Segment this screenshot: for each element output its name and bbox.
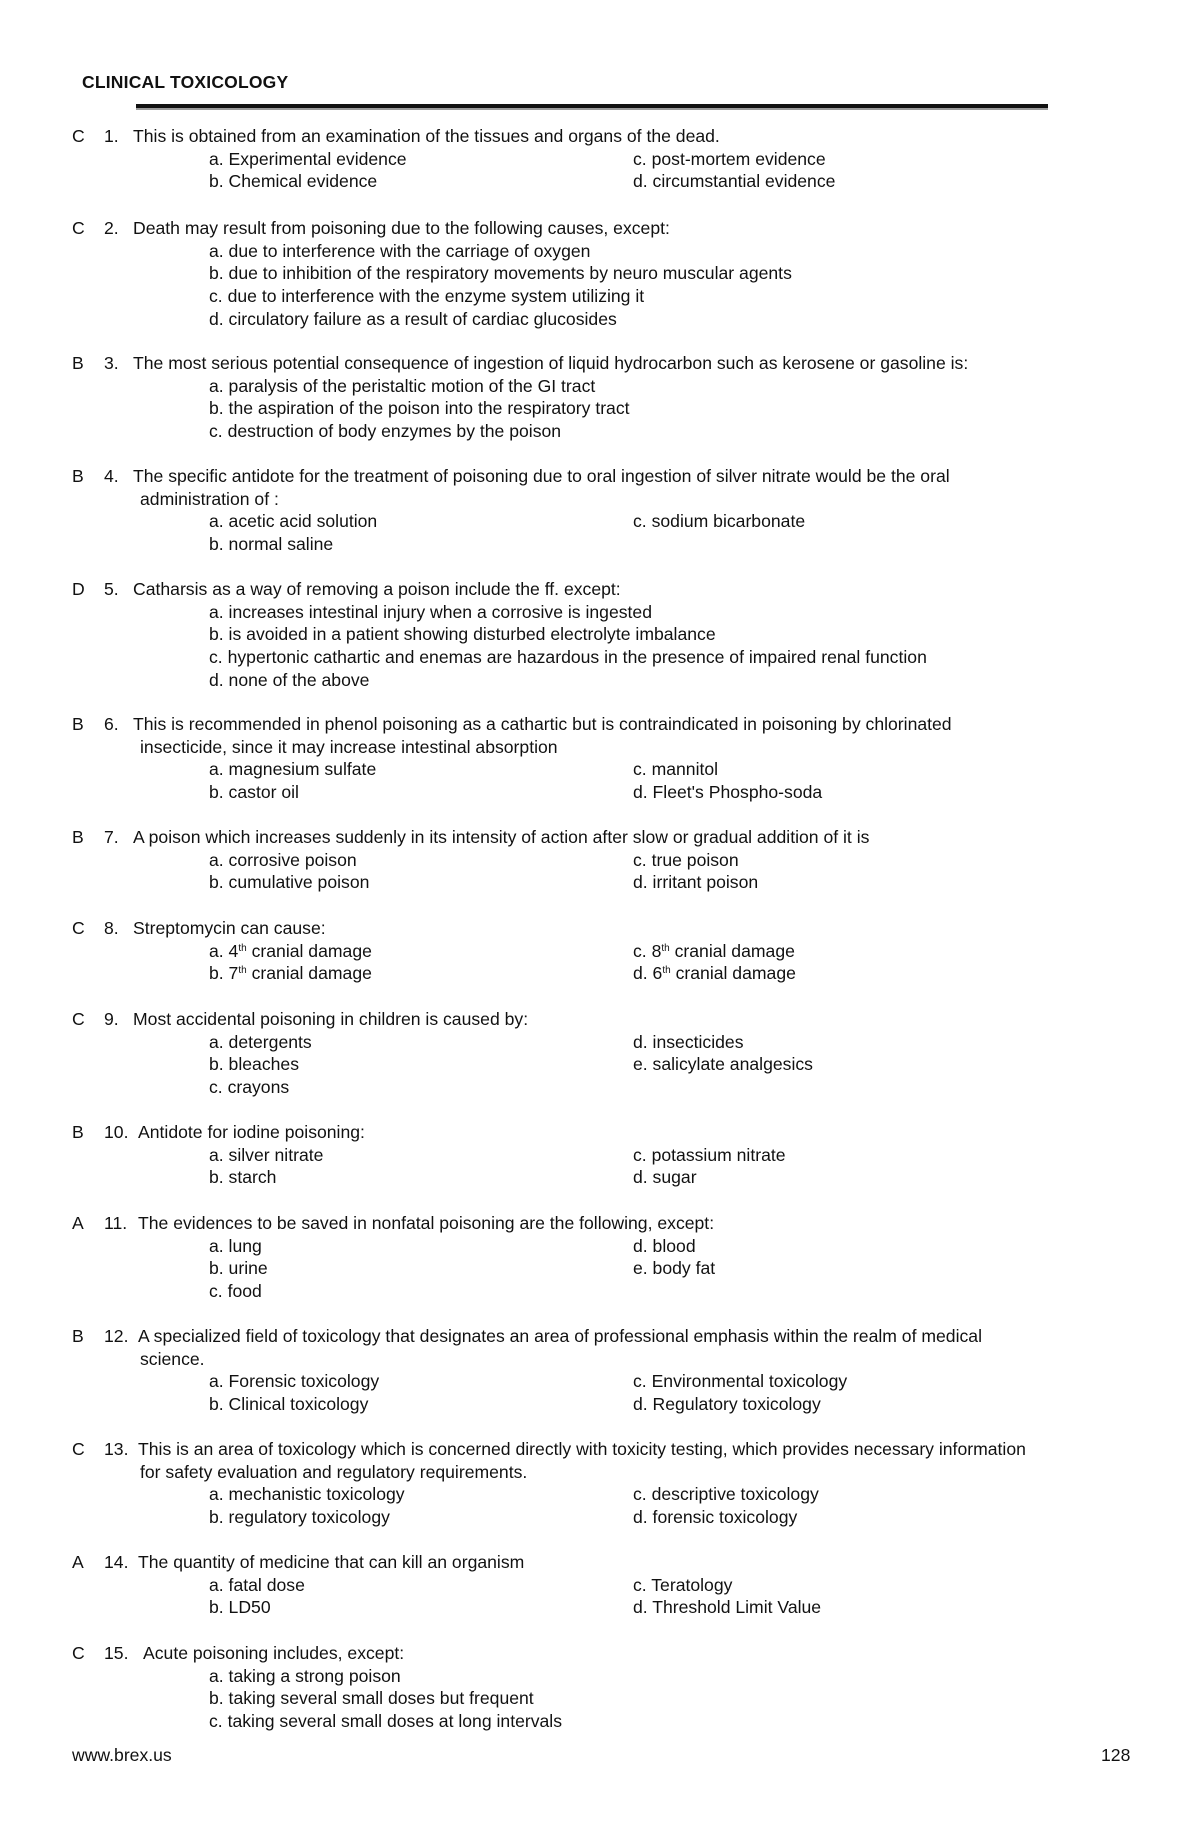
option-row (0, 1506, 1200, 1529)
question-8 (0, 917, 1200, 985)
answer-key: C (72, 918, 85, 938)
answer-option: b. taking several small doses but frequent (209, 1688, 534, 1709)
option-row (0, 397, 1200, 420)
question-7 (0, 826, 1200, 894)
answer-key: B (72, 353, 84, 373)
question-text: Antidote for iodine poisoning: (138, 1122, 365, 1142)
question-text: The quantity of medicine that can kill an organism (138, 1552, 525, 1572)
answer-key: B (72, 827, 84, 847)
answer-key: B (72, 466, 84, 486)
answer-option: b. due to inhibition of the respiratory movements by neuro muscular agents (209, 263, 792, 284)
question-number: 8. (104, 918, 119, 938)
option-row (0, 781, 1200, 804)
option-row (0, 262, 1200, 285)
option-row (0, 1235, 1200, 1258)
answer-option: a. magnesium sulfate (209, 759, 377, 780)
answer-option: e. body fat (633, 1258, 716, 1279)
answer-option: d. Fleet's Phospho-soda (633, 782, 823, 803)
answer-option: b. the aspiration of the poison into the respiratory tract (209, 398, 630, 419)
answer-option: d. none of the above (209, 669, 370, 690)
answer-option: a. taking a strong poison (209, 1665, 401, 1686)
answer-option: d. Threshold Limit Value (633, 1597, 822, 1618)
option-row (0, 533, 1200, 556)
question-6 (0, 713, 1200, 804)
question-text-continued: administration of : (140, 488, 279, 509)
answer-option: b. normal saline (209, 534, 334, 555)
question-4 (0, 465, 1200, 556)
answer-option: c. due to interference with the enzyme system utilizing it (209, 286, 645, 307)
option-row (0, 1574, 1200, 1597)
question-number: 6. (104, 714, 119, 734)
option-row (0, 962, 1200, 985)
question-5 (0, 578, 1200, 691)
footer-page-number: 128 (1101, 1745, 1131, 1765)
option-row (0, 669, 1200, 692)
answer-option: d. circulatory failure as a result of cardiac glucosides (209, 308, 617, 329)
option-text: cranial damage (246, 963, 372, 984)
question-number: 4. (104, 466, 119, 486)
question-number: 5. (104, 579, 119, 599)
answer-option: b. Clinical toxicology (209, 1394, 369, 1415)
question-number: 15. (104, 1643, 129, 1663)
answer-option: d. forensic toxicology (633, 1507, 798, 1528)
answer-key: A (72, 1213, 84, 1233)
question-number: 11. (104, 1213, 128, 1233)
option-row (0, 148, 1200, 171)
answer-option: d. sugar (633, 1167, 697, 1188)
question-number: 7. (104, 827, 119, 847)
answer-option: b. bleaches (209, 1054, 299, 1075)
ordinal-suffix: th (238, 942, 247, 954)
option-row (0, 1370, 1200, 1393)
answer-option: a. paralysis of the peristaltic motion of the GI tract (209, 375, 596, 396)
answer-option: c. post-mortem evidence (633, 148, 826, 169)
ordinal-suffix: th (661, 942, 670, 954)
question-1 (0, 125, 1200, 193)
answer-option: b. starch (209, 1167, 277, 1188)
answer-option (633, 962, 796, 985)
answer-key: A (72, 1552, 84, 1572)
option-row (0, 240, 1200, 263)
question-text-continued: science. (140, 1348, 205, 1369)
answer-option: d. blood (633, 1235, 696, 1256)
option-row (0, 1393, 1200, 1416)
answer-option (209, 962, 372, 985)
option-row (0, 1596, 1200, 1619)
answer-option: a. corrosive poison (209, 849, 357, 870)
question-text: This is recommended in phenol poisoning as a cathartic but is contraindicated in poisoning by chlorinated (133, 714, 952, 734)
answer-option: b. castor oil (209, 782, 299, 803)
option-row (0, 601, 1200, 624)
question-number: 9. (104, 1009, 119, 1029)
answer-key: C (72, 1643, 85, 1663)
question-number: 1. (104, 126, 119, 146)
answer-option: d. insecticides (633, 1031, 744, 1052)
answer-option: d. Regulatory toxicology (633, 1394, 821, 1415)
option-text: cranial damage (246, 940, 372, 961)
option-row (0, 1483, 1200, 1506)
answer-option: a. due to interference with the carriage of oxygen (209, 240, 591, 261)
answer-key: D (72, 579, 85, 599)
option-text: a. 4 (209, 940, 239, 961)
answer-key: B (72, 714, 84, 734)
answer-key: C (72, 218, 85, 238)
answer-option: a. acetic acid solution (209, 511, 378, 532)
question-12 (0, 1325, 1200, 1416)
answer-option: b. urine (209, 1258, 268, 1279)
option-row (0, 1053, 1200, 1076)
option-row (0, 758, 1200, 781)
question-number: 12. (104, 1326, 129, 1346)
question-13 (0, 1438, 1200, 1529)
question-10 (0, 1121, 1200, 1189)
option-row (0, 375, 1200, 398)
option-row (0, 849, 1200, 872)
option-text: cranial damage (670, 963, 796, 984)
question-text: Catharsis as a way of removing a poison include the ff. except: (133, 579, 621, 599)
answer-option: c. true poison (633, 849, 739, 870)
option-text: cranial damage (669, 940, 795, 961)
footer-website: www.brex.us (72, 1745, 172, 1765)
title-underline (136, 104, 1048, 108)
answer-key: C (72, 126, 85, 146)
question-11 (0, 1212, 1200, 1303)
answer-key: B (72, 1326, 84, 1346)
question-text: This is an area of toxicology which is concerned directly with toxicity testing, which provides necessary information (138, 1439, 1026, 1459)
question-number: 13. (104, 1439, 129, 1459)
question-text: A specialized field of toxicology that designates an area of professional emphasis within the realm of medical (138, 1326, 982, 1346)
question-text: The specific antidote for the treatment of poisoning due to oral ingestion of silver nitrate would be the oral (133, 466, 950, 486)
answer-option: c. destruction of body enzymes by the poison (209, 421, 562, 442)
answer-option: b. Chemical evidence (209, 171, 378, 192)
option-row (0, 1687, 1200, 1710)
answer-key: C (72, 1009, 85, 1029)
question-number: 2. (104, 218, 119, 238)
question-text: Death may result from poisoning due to the following causes, except: (133, 218, 670, 238)
answer-option: c. potassium nitrate (633, 1144, 786, 1165)
option-row (0, 871, 1200, 894)
option-row (0, 1280, 1200, 1303)
answer-option: a. lung (209, 1235, 262, 1256)
answer-option: a. Forensic toxicology (209, 1371, 380, 1392)
option-row (0, 1031, 1200, 1054)
answer-option: a. Experimental evidence (209, 148, 407, 169)
answer-option: c. hypertonic cathartic and enemas are hazardous in the presence of impaired renal function (209, 647, 927, 668)
question-text: The most serious potential consequence of ingestion of liquid hydrocarbon such as kerosene or gasoline is: (133, 353, 969, 373)
ordinal-suffix: th (662, 965, 671, 977)
ordinal-suffix: th (238, 965, 247, 977)
option-row (0, 1166, 1200, 1189)
answer-option: c. sodium bicarbonate (633, 511, 806, 532)
answer-option: b. is avoided in a patient showing disturbed electrolyte imbalance (209, 624, 716, 645)
option-row (0, 1257, 1200, 1280)
question-text: Most accidental poisoning in children is caused by: (133, 1009, 529, 1029)
answer-option: c. Environmental toxicology (633, 1371, 848, 1392)
answer-key: C (72, 1439, 85, 1459)
option-row (0, 1144, 1200, 1167)
answer-option: a. silver nitrate (209, 1144, 324, 1165)
answer-option (209, 940, 372, 963)
question-15 (0, 1642, 1200, 1733)
question-14 (0, 1551, 1200, 1619)
option-row (0, 1710, 1200, 1733)
answer-option: d. irritant poison (633, 872, 759, 893)
question-9 (0, 1008, 1200, 1099)
answer-option: b. cumulative poison (209, 872, 370, 893)
answer-option (633, 940, 795, 963)
option-row (0, 308, 1200, 331)
option-row (0, 1076, 1200, 1099)
option-row (0, 623, 1200, 646)
question-number: 14. (104, 1552, 129, 1572)
question-text-continued: insecticide, since it may increase intestinal absorption (140, 736, 558, 757)
option-row (0, 510, 1200, 533)
option-row (0, 1665, 1200, 1688)
answer-option: c. crayons (209, 1077, 290, 1098)
question-text: A poison which increases suddenly in its intensity of action after slow or gradual addition of it is (133, 827, 870, 847)
answer-option: b. LD50 (209, 1597, 271, 1618)
answer-option: b. regulatory toxicology (209, 1507, 390, 1528)
option-row (0, 170, 1200, 193)
question-number: 10. (104, 1122, 129, 1142)
question-2 (0, 217, 1200, 330)
option-text: b. 7 (209, 963, 239, 984)
question-text: This is obtained from an examination of the tissues and organs of the dead. (133, 126, 720, 146)
option-text: d. 6 (633, 963, 663, 984)
answer-option: e. salicylate analgesics (633, 1054, 813, 1075)
question-text: Acute poisoning includes, except: (143, 1643, 405, 1663)
answer-option: c. food (209, 1281, 262, 1302)
question-text: The evidences to be saved in nonfatal poisoning are the following, except: (138, 1213, 715, 1233)
option-row (0, 420, 1200, 443)
answer-option: c. mannitol (633, 759, 719, 780)
question-text: Streptomycin can cause: (133, 918, 326, 938)
answer-option: a. mechanistic toxicology (209, 1484, 405, 1505)
answer-option: c. descriptive toxicology (633, 1484, 819, 1505)
question-text-continued: for safety evaluation and regulatory requirements. (140, 1461, 528, 1482)
question-number: 3. (104, 353, 119, 373)
option-row (0, 646, 1200, 669)
answer-option: a. increases intestinal injury when a corrosive is ingested (209, 601, 652, 622)
answer-option: a. fatal dose (209, 1574, 305, 1595)
answer-option: c. taking several small doses at long intervals (209, 1711, 563, 1732)
page-title: CLINICAL TOXICOLOGY (82, 72, 289, 92)
answer-option: a. detergents (209, 1031, 312, 1052)
answer-option: c. Teratology (633, 1574, 733, 1595)
option-text: c. 8 (633, 940, 662, 961)
option-row (0, 940, 1200, 963)
answer-option: d. circumstantial evidence (633, 171, 836, 192)
option-row (0, 285, 1200, 308)
answer-key: B (72, 1122, 84, 1142)
question-3 (0, 352, 1200, 443)
